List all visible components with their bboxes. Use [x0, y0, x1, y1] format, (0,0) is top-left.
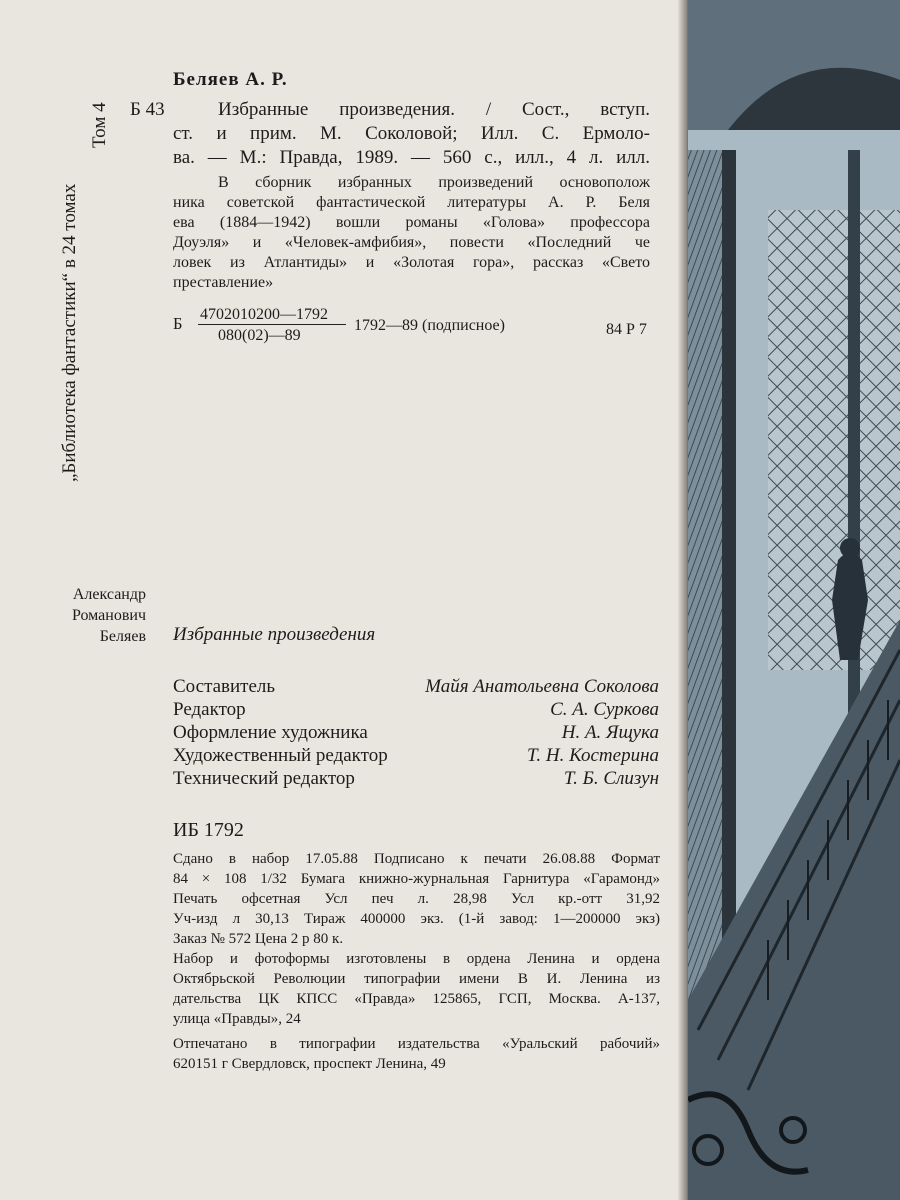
- staircase-drawing: [688, 0, 900, 1200]
- credit-name: С. А. Суркова: [550, 699, 659, 720]
- book-title: Избранные произведения: [173, 624, 376, 645]
- credit-role: Оформление художника: [173, 722, 368, 743]
- bbk-suffix: 1792—89 (подписное): [354, 317, 505, 334]
- imprint-line: Печать офсетная Усл печ л. 28,98 Усл кр.-отт 31,92: [173, 891, 660, 907]
- imprint-line: Набор и фотоформы изготовлены в ордена Ленина и ордена: [173, 951, 660, 967]
- imprint-line: Октябрьской Революции типографии имени В И. Ленина из: [173, 971, 660, 987]
- volume-label-vertical: Том 4: [89, 102, 110, 148]
- series-title-vertical: „Библиотека фантастики“ в 24 томах: [59, 183, 80, 482]
- catalog-entry-line: Избранные произведения. / Сост., вступ.: [218, 99, 650, 120]
- credit-row: [173, 745, 659, 769]
- annotation-line: Доуэля» и «Человек-амфибия», повести «Последний че: [173, 234, 650, 251]
- annotation-line: преставление»: [173, 274, 274, 291]
- credit-role: Редактор: [173, 699, 246, 720]
- facing-illustration: [688, 0, 900, 1200]
- printer-line: 620151 г Свердловск, проспект Ленина, 49: [173, 1056, 446, 1072]
- author-first-name: Александр: [72, 586, 146, 603]
- annotation-line: ника советской фантастической литературы А. Р. Беля: [173, 194, 650, 211]
- annotation-line: В сборник избранных произведений основополож: [218, 174, 650, 191]
- imprint-line: Заказ № 572 Цена 2 р 80 к.: [173, 931, 344, 947]
- bbk-fraction-bar: [198, 324, 346, 325]
- bbk-denominator: 080(02)—89: [218, 327, 301, 344]
- credit-row: [173, 768, 659, 792]
- credit-name: Н. А. Ящука: [561, 722, 659, 743]
- imprint-line: Сдано в набор 17.05.88 Подписано к печати 26.08.88 Формат: [173, 851, 660, 867]
- catalog-entry-line: ва. — М.: Правда, 1989. — 560 с., илл., 4 л. илл.: [173, 147, 650, 168]
- printer-line: Отпечатано в типографии издательства «Уральский рабочий»: [173, 1036, 660, 1052]
- author-heading: Беляев А. Р.: [173, 69, 288, 90]
- catalog-code: Б 43: [130, 99, 165, 120]
- credit-name: Т. Б. Слизун: [563, 768, 659, 789]
- author-patronymic: Романович: [71, 607, 146, 624]
- credit-row: [173, 676, 659, 700]
- annotation-line: ловек из Атлантиды» и «Золотая гора», рассказ «Свето: [173, 254, 650, 271]
- credit-row: [173, 722, 659, 746]
- credit-role: Технический редактор: [173, 768, 355, 789]
- author-last-name: Беляев: [99, 628, 146, 645]
- imprint-line: улица «Правды», 24: [173, 1011, 301, 1027]
- imprint-line: дательства ЦК КПСС «Правда» 125865, ГСП, Москва. А-137,: [173, 991, 660, 1007]
- annotation-line: ева (1884—1942) вошли романы «Голова» профессора: [173, 214, 650, 231]
- credit-row: [173, 699, 659, 723]
- classification-code: 84 Р 7: [606, 321, 647, 338]
- credit-role: Составитель: [173, 676, 276, 697]
- bbk-prefix: Б: [173, 314, 183, 333]
- imprint-line: Уч-изд л 30,13 Тираж 400000 экз. (1-й завод: 1—200000 экз): [173, 911, 660, 927]
- ib-number: ИБ 1792: [173, 819, 244, 841]
- imprint-line: 84 × 108 1/32 Бумага книжно-журнальная Гарнитура «Гарамонд»: [173, 871, 660, 887]
- bbk-numerator: 4702010200—1792: [200, 306, 328, 323]
- credit-name: Т. Н. Костерина: [527, 745, 659, 766]
- catalog-entry-line: ст. и прим. М. Соколовой; Илл. С. Ермоло-: [173, 123, 650, 144]
- credit-role: Художественный редактор: [173, 745, 388, 766]
- credit-name: Майя Анатольевна Соколова: [425, 676, 659, 697]
